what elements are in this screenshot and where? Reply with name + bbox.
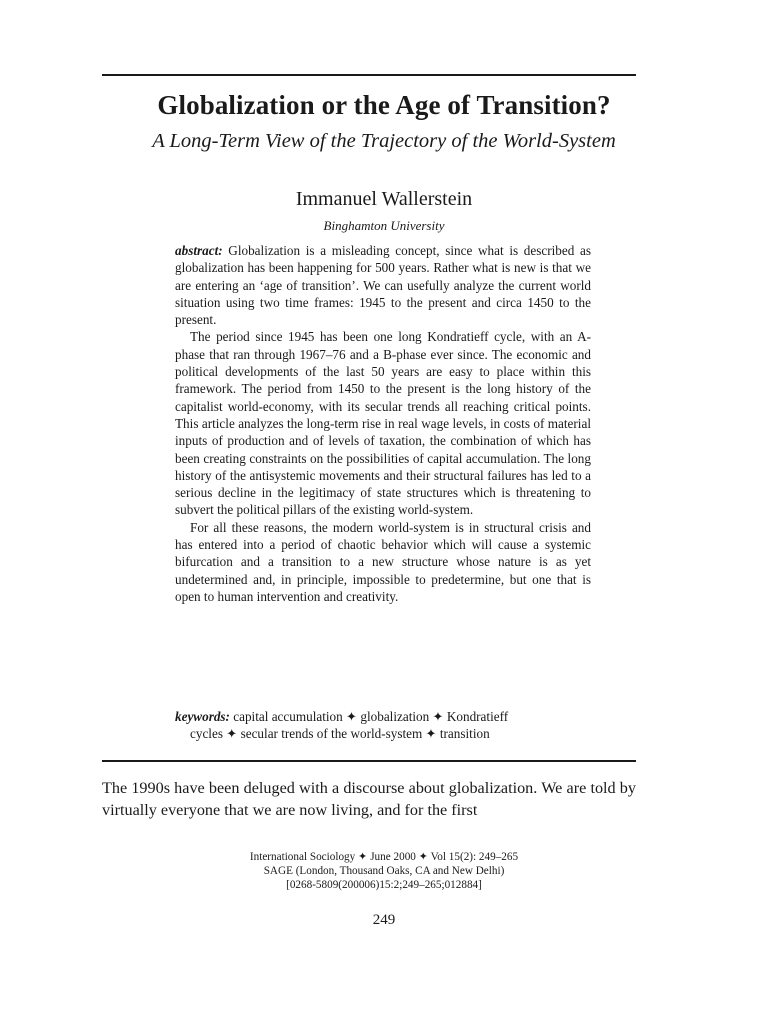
top-rule	[102, 74, 636, 76]
footer-citation: International Sociology ✦ June 2000 ✦ Vol 15(2): 249–265	[249, 851, 519, 863]
abstract-text-1: Globalization is a misleading concept, since what is described as globalization has been happening for 500 years. Rather what is new is that we are entering an ‘age of transition’. We can usefully analyze the current world situation using two time frames: 1945 to the present and circa 1450 to the present.	[175, 243, 591, 328]
footer-code: [0268-5809(200006)15:2;249–265;012884]	[286, 879, 482, 892]
article-subtitle: A Long-Term View of the Trajectory of the World-System	[152, 130, 616, 152]
keywords-block	[175, 708, 591, 743]
footer-publisher: SAGE (London, Thousand Oaks, CA and New Delhi)	[263, 865, 505, 878]
page-number: 249	[372, 912, 396, 928]
keywords-text-1: capital accumulation ✦ globalization ✦ Kondratieff	[229, 709, 509, 724]
abstract-paragraph-3: For all these reasons, the modern world-system is in structural crisis and has entered into a period of chaotic behavior which will cause a systemic bifurcation and a transition to a new structure whose nature is as yet undetermined and, in principle, impossible to predetermine, but one that is open to human intervention and creativity.	[175, 519, 591, 604]
abstract-paragraph-2: The period since 1945 has been one long Kondratieff cycle, with an A-phase that ran through 1967–76 and a B-phase ever since. The economic and political developments of the last 50 years are easy to place within this framework. The period from 1450 to the present is the long history of the capitalist world-economy, with its secular trends all reaching critical points. This article analyzes the long-term rise in real wage levels, in costs of material inputs of production and of levels of taxation, the combination of which has been creating constraints on the possibilities of capital accumulation. The long history of the antisystemic movements and their structural failures has led to a serious decline in the legitimacy of state structures which is threatening to subvert the political pillars of the existing world-system.	[175, 329, 591, 518]
author-affiliation: Binghamton University	[323, 218, 445, 233]
abstract-paragraph-1	[175, 242, 591, 328]
keywords-line-2: cycles ✦ secular trends of the world-system ✦ transition	[190, 726, 490, 742]
section-rule	[102, 760, 636, 762]
journal-footer	[0, 850, 768, 893]
keywords-label: keywords:	[175, 709, 230, 724]
body-paragraph: The 1990s have been deluged with a discourse about globalization. We are told by virtually everyone that we are now living, and for the first	[102, 779, 636, 819]
keywords-line-1	[175, 708, 591, 725]
abstract-label: abstract:	[175, 243, 223, 258]
author-name: Immanuel Wallerstein	[295, 188, 473, 210]
abstract-block	[175, 242, 591, 605]
article-title: Globalization or the Age of Transition?	[157, 90, 611, 120]
body-text	[102, 778, 636, 821]
